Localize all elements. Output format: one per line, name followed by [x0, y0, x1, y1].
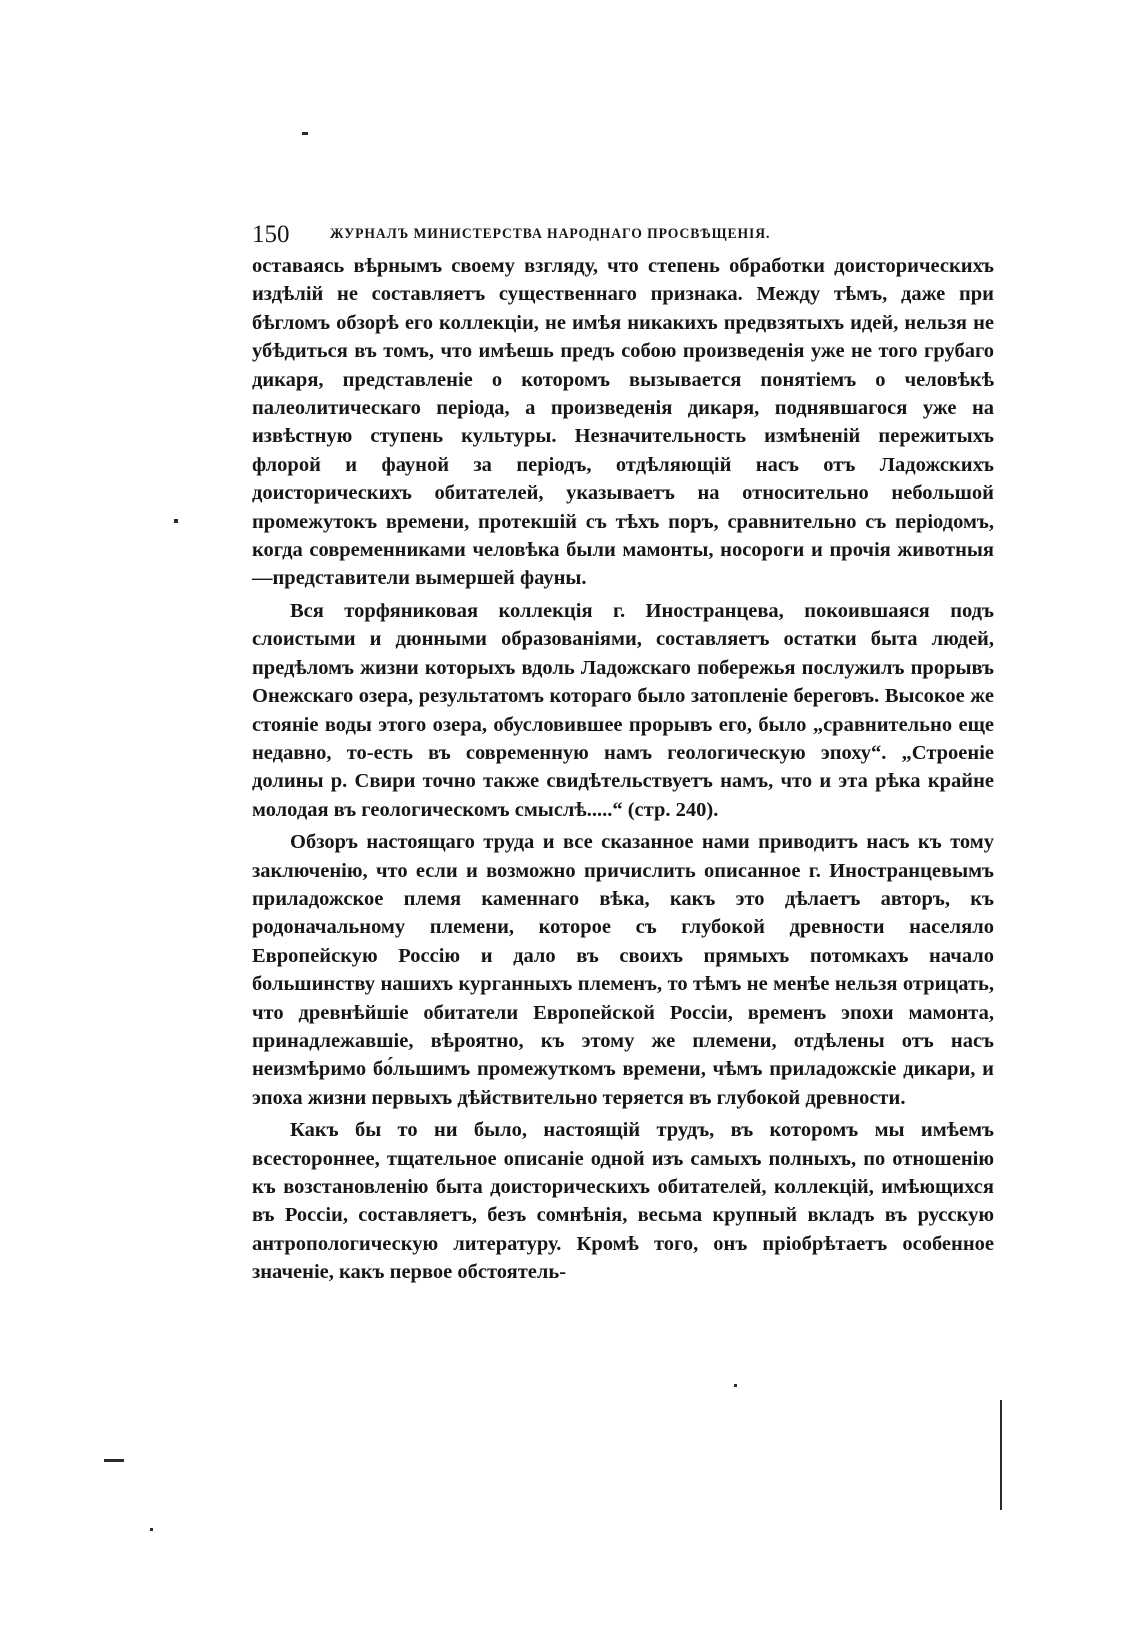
running-head: ЖУРНАЛЪ МИНИСТЕРСТВА НАРОДНАГО ПРОСВѢЩЕНІЯ.	[330, 226, 771, 242]
paragraph-2: Вся торфяниковая коллекція г. Иностранцева, покоившаяся подъ слоистыми и дюнными образованіями, составляетъ остатки быта людей, предѣломъ жизни которыхъ вдоль Ладожскаго побережья послужилъ прорывъ Онежскаго озера, результатомъ котораго было затопленіе береговъ. Высокое же стояніе воды этого озера, обусловившее прорывъ его, было „сравнительно еще недавно, то-есть въ современную намъ геологическую эпоху“. „Строеніе долины р. Свири точно также свидѣтельствуетъ намъ, что и эта рѣка крайне молодая въ геологическомъ смыслѣ.....“ (стр. 240).	[252, 599, 994, 821]
paragraph-3: Обзоръ настоящаго труда и все сказанное нами приводитъ насъ къ тому заключенію, что если и возможно причислить описанное г. Иностранцевымъ приладожское племя каменнаго вѣка, какъ это дѣлаетъ авторъ, къ родоначальному племени, которое съ глубокой древности населяло Европейскую Россію и дало въ своихъ прямыхъ потомкахъ начало большинству нашихъ курганныхъ племенъ, то тѣмъ не менѣе нельзя отрицать, что древнѣйшіе обитатели Европейской Россіи, временъ эпохи мамонта, принадлежавшіе, вѣроятно, къ этому же племени, отдѣлены отъ насъ неизмѣримо бо́льшимъ промежуткомъ времени, чѣмъ приладожскіе дикари, и эпоха жизни первыхъ дѣйствительно теряется въ глубокой древности.	[252, 831, 994, 1109]
paragraph-4: Какъ бы то ни было, настоящій трудъ, въ которомъ мы имѣемъ всестороннее, тщательное описаніе одной изъ самыхъ полныхъ, по отношенію къ возстановленію быта доисторическихъ обитателей, коллекцій, имѣющихся въ Россіи, составляетъ, безъ сомнѣнія, весьма крупный вкладъ въ русскую антропологическую литературу. Кромѣ того, онъ пріобрѣтаетъ особенное значеніе, какъ первое обстоятель-	[252, 1119, 994, 1284]
scan-line-right	[1000, 1400, 1002, 1510]
scan-dash-bottom-left	[104, 1459, 124, 1462]
scan-speck-bottom	[734, 1384, 737, 1387]
scan-speck-corner	[150, 1528, 153, 1531]
page-header	[252, 221, 992, 251]
paragraph-1: оставаясь вѣрнымъ своему взгляду, что степень обработки доисторическихъ издѣлій не составляетъ существеннаго признака. Между тѣмъ, даже при бѣгломъ обзорѣ его коллекціи, не имѣя никакихъ предвзятыхъ идей, нельзя не убѣдиться въ томъ, что имѣешь предъ собою произведенія уже не того грубаго дикаря, представленіе о которомъ вызывается понятіемъ о человѣкѣ палеолитическаго періода, а произведенія дикаря, поднявшагося уже на извѣстную ступень культуры. Незначительность измѣненій пережитыхъ флорой и фауной за періодъ, отдѣляющій насъ отъ Ладожскихъ доисторическихъ обитателей, указываетъ на относительно небольшой промежутокъ времени, протекшій съ тѣхъ поръ, сравнительно съ періодомъ, когда современниками человѣка были мамонты, носороги и прочія животныя—представители вымершей фауны.	[252, 255, 994, 590]
page-number: 150	[252, 221, 290, 248]
scan-speck-top	[302, 132, 308, 135]
scan-speck-left	[174, 519, 178, 523]
body-text	[252, 252, 994, 1287]
